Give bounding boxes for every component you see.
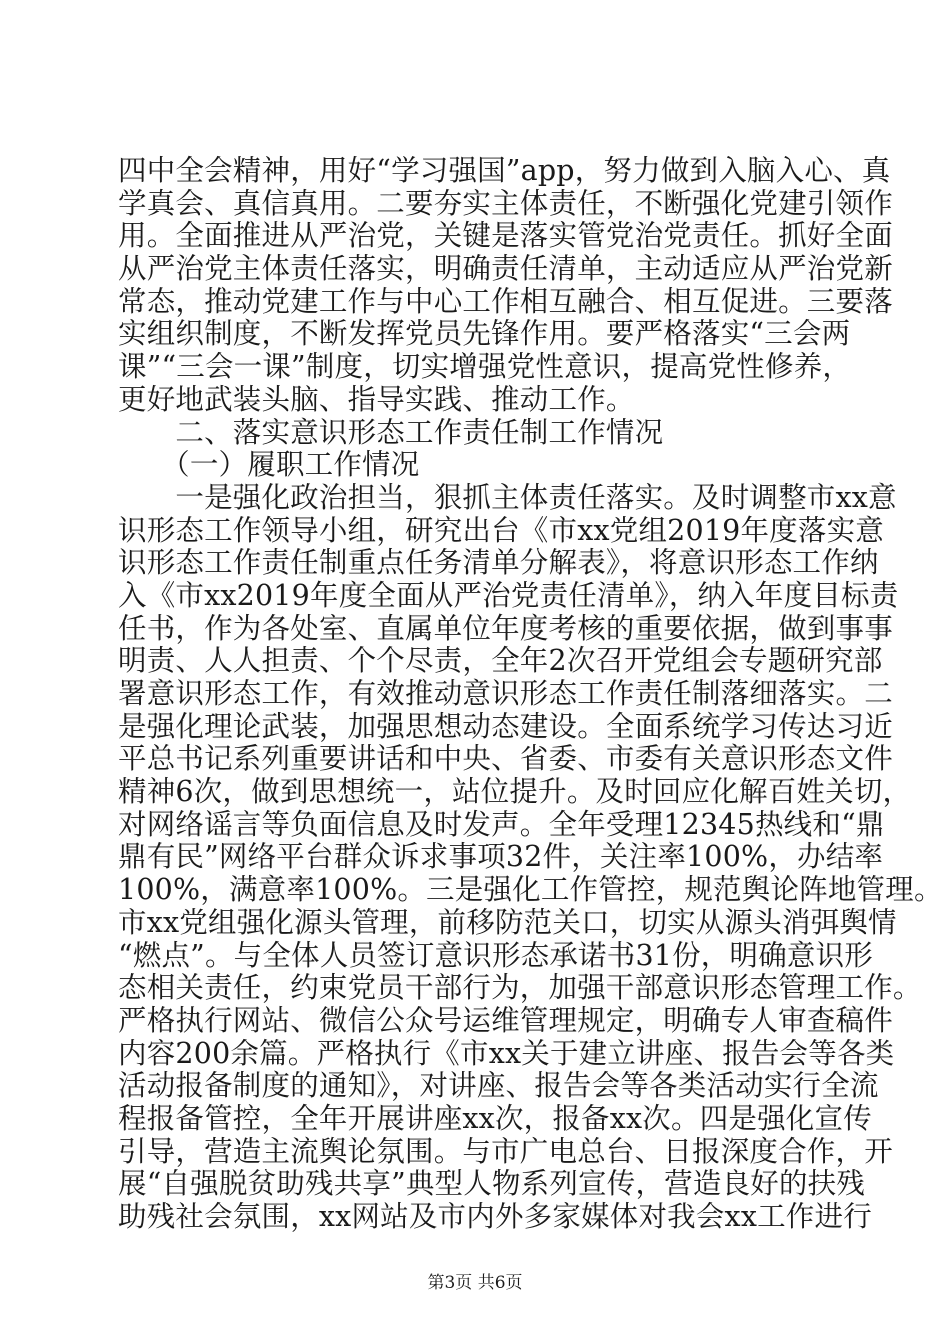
text-line: 识形态工作责任制重点任务清单分解表》，将意识形态工作纳 bbox=[118, 546, 879, 580]
text-line: 课”“三会一课”制度，切实增强党性意识，提高党性修养， bbox=[118, 350, 852, 384]
text-line: （一）履职工作情况 bbox=[118, 448, 420, 482]
text-line: 一是强化政治担当，狠抓主体责任落实。及时调整市xx意 bbox=[118, 480, 897, 514]
text-line: 助残社会氛围，xx网站及市内外多家媒体对我会xx工作进行 bbox=[118, 1200, 872, 1233]
text-line: 是强化理论武装，加强思想动态建设。全面系统学习传达习近 bbox=[118, 709, 893, 743]
text-line: 署意识形态工作，有效推动意识形态工作责任制落细落实。二 bbox=[118, 677, 893, 710]
text-line: 常态，推动党建工作与中心工作相互融合、相互促进。三要落 bbox=[118, 284, 893, 318]
text-line: 精神6次，做到思想统一，站位提升。及时回应化解百姓关切， bbox=[118, 775, 912, 809]
text-line: 严格执行网站、微信公众号运维管理规定，明确专人审查稿件 bbox=[118, 1003, 893, 1037]
text-line: 入《市xx2019年度全面从严治党责任清单》，纳入年度目标责 bbox=[118, 578, 899, 612]
text-line: 引导，营造主流舆论氛围。与市广电总台、日报深度合作，开 bbox=[118, 1134, 893, 1168]
text-line: 四中全会精神，用好“学习强国”app，努力做到入脑入心、真 bbox=[118, 154, 891, 187]
text-line: 识形态工作领导小组，研究出台《市xx党组2019年度落实意 bbox=[118, 513, 884, 547]
text-line: 平总书记系列重要讲话和中央、省委、市委有关意识形态文件 bbox=[118, 742, 893, 776]
text-line: 实组织制度，不断发挥党员先锋作用。要严格落实“三会两 bbox=[118, 317, 851, 351]
text-line: 内容200余篇。严格执行《市xx关于建立讲座、报告会等各类 bbox=[118, 1036, 895, 1070]
text-line: 活动报备制度的通知》，对讲座、报告会等各类活动实行全流 bbox=[118, 1069, 879, 1103]
text-line: 从严治党主体责任落实，明确责任清单，主动适应从严治党新 bbox=[118, 252, 893, 286]
text-line: 市xx党组强化源头管理，前移防范关口，切实从源头消弭舆情 bbox=[118, 905, 897, 939]
text-line: 100%，满意率100%。三是强化工作管控，规范舆论阵地管理。 bbox=[118, 873, 943, 907]
text-line: 任书，作为各处室、直属单位年度考核的重要依据，做到事事 bbox=[118, 611, 893, 645]
text-line: 展“自强脱贫助残共享”典型人物系列宣传，营造良好的扶残 bbox=[118, 1167, 866, 1201]
text-line: 更好地武装头脑、指导实践、推动工作。 bbox=[118, 382, 635, 416]
text-line: 程报备管控，全年开展讲座xx次，报备xx次。四是强化宣传 bbox=[118, 1101, 872, 1135]
text-line: 态相关责任，约束党员干部行为，加强干部意识形态管理工作。 bbox=[118, 971, 922, 1005]
text-line: 对网络谣言等负面信息及时发声。全年受理12345热线和“鼎 bbox=[118, 807, 885, 841]
text-line: 二、落实意识形态工作责任制工作情况 bbox=[118, 415, 664, 449]
text-line: 学真会、真信真用。二要夯实主体责任，不断强化党建引领作 bbox=[118, 186, 893, 220]
text-line: 明责、人人担责、个个尽责，全年2次召开党组会专题研究部 bbox=[118, 644, 883, 678]
text-line: 用。全面推进从严治党，关键是落实管党治党责任。抓好全面 bbox=[118, 219, 893, 253]
body-text bbox=[118, 154, 943, 1234]
page-footer: 第3页 共6页 bbox=[427, 1273, 523, 1293]
text-line: “燃点”。与全体人员签订意识形态承诺书31份，明确意识形 bbox=[118, 938, 874, 972]
text-line: 鼎有民”网络平台群众诉求事项32件，关注率100%，办结率 bbox=[118, 840, 884, 874]
